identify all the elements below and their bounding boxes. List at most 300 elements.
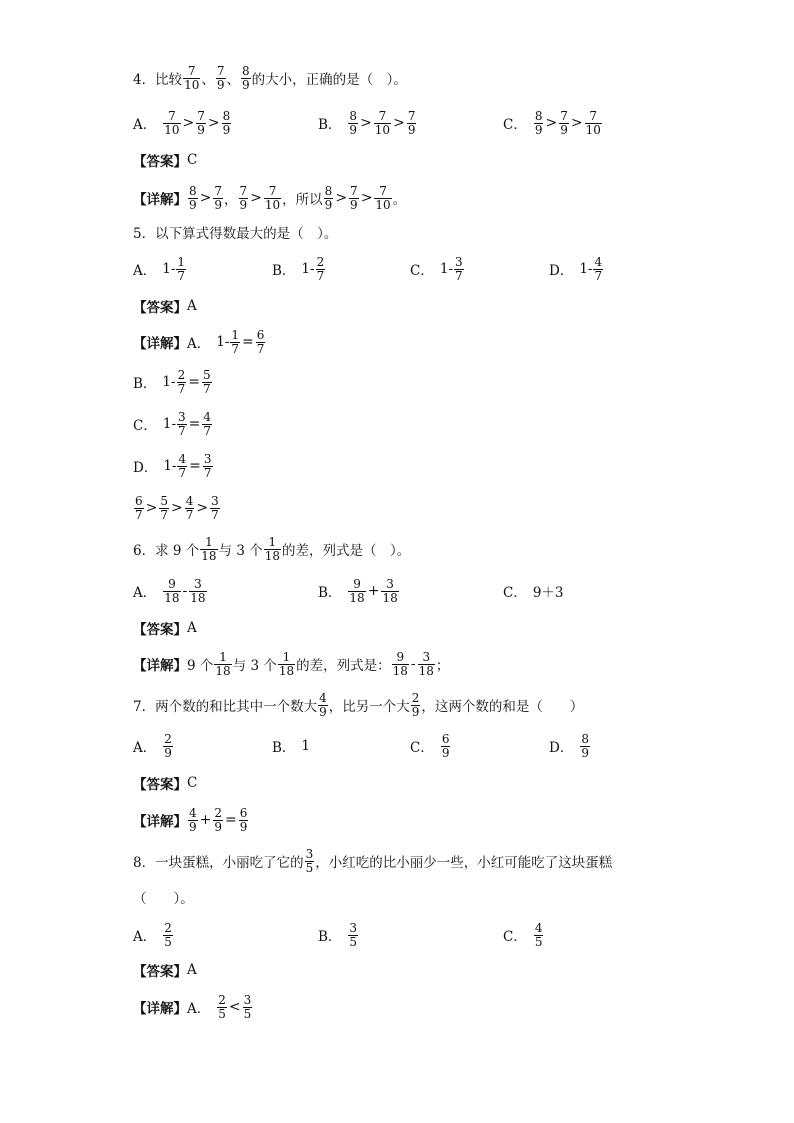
frac bbox=[213, 807, 223, 834]
frac bbox=[163, 922, 173, 949]
num: 8 bbox=[189, 183, 197, 198]
frac bbox=[217, 994, 227, 1021]
detail-pre: 9 个 bbox=[187, 658, 214, 674]
detail-mid: 与 3 个 bbox=[232, 658, 277, 674]
minus: - bbox=[171, 374, 176, 390]
den: 7 bbox=[594, 268, 603, 283]
frac bbox=[163, 110, 180, 137]
den: 18 bbox=[349, 590, 365, 605]
den: 9 bbox=[164, 745, 172, 760]
den: 18 bbox=[164, 590, 180, 605]
den: 7 bbox=[203, 423, 212, 438]
frac bbox=[159, 495, 169, 522]
den: 7 bbox=[178, 465, 187, 480]
frac bbox=[177, 411, 187, 438]
q5-compare bbox=[133, 488, 221, 528]
num: 1 bbox=[205, 534, 213, 549]
q8-stem bbox=[133, 841, 612, 881]
num: 4 bbox=[594, 254, 603, 269]
frac bbox=[163, 733, 173, 760]
den: 7 bbox=[231, 341, 240, 356]
frac bbox=[214, 651, 231, 678]
num: 7 bbox=[187, 63, 196, 78]
detail-label: 【详解】 bbox=[133, 814, 187, 830]
option-label: A． bbox=[133, 585, 157, 601]
option-text: 9＋3 bbox=[532, 585, 564, 601]
num: 7 bbox=[379, 183, 387, 198]
num: 3 bbox=[305, 846, 314, 861]
plus: + bbox=[199, 812, 212, 828]
num: 1 bbox=[282, 649, 291, 664]
den: 18 bbox=[215, 663, 231, 678]
answer-label: 【答案】 bbox=[133, 964, 187, 980]
num: 6 bbox=[441, 731, 450, 746]
frac bbox=[188, 185, 198, 212]
num: 3 bbox=[178, 409, 186, 424]
den: 7 bbox=[185, 507, 194, 522]
num: 3 bbox=[349, 920, 358, 935]
whole: 1 bbox=[216, 334, 225, 350]
option-label: A． bbox=[133, 263, 157, 279]
frac bbox=[316, 256, 326, 283]
q5-option-a bbox=[133, 249, 187, 289]
q5-detail-c bbox=[133, 404, 213, 444]
option-label: C． bbox=[410, 740, 434, 756]
so-text: ，所以 bbox=[282, 192, 323, 208]
den: 10 bbox=[375, 197, 391, 212]
num: 7 bbox=[214, 183, 223, 198]
q8-stem-line2 bbox=[133, 877, 194, 917]
whole: 1 bbox=[579, 261, 588, 277]
den: 9 bbox=[534, 122, 543, 137]
num: 3 bbox=[386, 576, 394, 591]
q8-option-c bbox=[503, 915, 544, 955]
num: 8 bbox=[349, 108, 358, 123]
den: 7 bbox=[160, 507, 169, 522]
gt: > bbox=[171, 500, 183, 516]
option-label: C． bbox=[503, 929, 527, 945]
num: 7 bbox=[378, 108, 387, 123]
den: 18 bbox=[382, 590, 398, 605]
gt: > bbox=[335, 190, 348, 206]
frac bbox=[374, 185, 391, 212]
q5-answer bbox=[133, 286, 197, 326]
num: 7 bbox=[168, 108, 176, 123]
num: 6 bbox=[239, 805, 248, 820]
den: 5 bbox=[243, 1006, 252, 1021]
frac bbox=[374, 110, 391, 137]
q7-answer bbox=[133, 763, 197, 803]
frac bbox=[189, 578, 206, 605]
den: 9 bbox=[189, 197, 197, 212]
gt: > bbox=[545, 115, 558, 131]
num: 8 bbox=[324, 183, 333, 198]
frac bbox=[318, 692, 328, 719]
num: 8 bbox=[581, 731, 589, 746]
option-label: A． bbox=[187, 336, 211, 352]
option-label: C． bbox=[133, 418, 157, 434]
den: 9 bbox=[407, 122, 416, 137]
den: 9 bbox=[189, 819, 197, 834]
q6-stem-post: 的差，列式是（ ）。 bbox=[282, 543, 411, 559]
minus: - bbox=[182, 583, 188, 599]
frac bbox=[559, 110, 569, 137]
q5-option-d bbox=[549, 249, 604, 289]
num: 6 bbox=[135, 493, 143, 508]
detail-label: 【详解】 bbox=[133, 192, 187, 208]
den: 9 bbox=[319, 704, 327, 719]
frac bbox=[441, 733, 451, 760]
q4-stem-frac2 bbox=[216, 65, 226, 92]
q6-stem bbox=[133, 529, 410, 569]
option-label: B． bbox=[272, 740, 296, 756]
num: 8 bbox=[534, 108, 543, 123]
den: 9 bbox=[560, 122, 568, 137]
den: 7 bbox=[178, 423, 186, 438]
num: 9 bbox=[396, 649, 405, 664]
den: 9 bbox=[581, 745, 589, 760]
q8-answer bbox=[133, 950, 197, 990]
num: 9 bbox=[353, 576, 361, 591]
q7-stem-pre: 7．两个数的和比其中一个数大 bbox=[133, 699, 318, 715]
frac bbox=[176, 256, 186, 283]
num: 4 bbox=[534, 920, 543, 935]
option-label: A． bbox=[133, 929, 157, 945]
q6-detail bbox=[133, 644, 449, 684]
frac bbox=[585, 110, 602, 137]
den: 9 bbox=[222, 122, 231, 137]
frac bbox=[222, 110, 232, 137]
frac bbox=[454, 256, 464, 283]
gt: > bbox=[199, 190, 212, 206]
q4-stem-frac3 bbox=[241, 65, 251, 92]
option-label: B． bbox=[318, 929, 342, 945]
den: 7 bbox=[256, 341, 265, 356]
num: 2 bbox=[218, 992, 226, 1007]
den: 10 bbox=[374, 122, 391, 137]
whole: 1 bbox=[301, 261, 311, 277]
den: 9 bbox=[197, 122, 205, 137]
gt: > bbox=[250, 190, 262, 206]
q7-stem-mid: ，比另一个大 bbox=[328, 699, 410, 715]
q7-option-b bbox=[272, 726, 310, 766]
den: 7 bbox=[135, 507, 143, 522]
den: 18 bbox=[190, 590, 206, 605]
den: 18 bbox=[201, 548, 217, 563]
frac bbox=[177, 369, 187, 396]
num: 3 bbox=[422, 649, 431, 664]
num: 7 bbox=[407, 108, 416, 123]
num: 6 bbox=[256, 327, 265, 342]
q4-number: 4． bbox=[133, 72, 156, 88]
q6-option-a bbox=[133, 571, 208, 611]
q7-option-a bbox=[133, 726, 174, 766]
option-label: B． bbox=[133, 376, 157, 392]
frac bbox=[349, 185, 359, 212]
den: 9 bbox=[239, 819, 248, 834]
frac bbox=[202, 411, 212, 438]
option-label: D． bbox=[549, 740, 574, 756]
num: 3 bbox=[203, 451, 212, 466]
gt: > bbox=[182, 115, 195, 131]
minus: - bbox=[587, 261, 593, 277]
frac bbox=[593, 256, 603, 283]
num: 4 bbox=[203, 409, 212, 424]
option-label: B． bbox=[318, 117, 342, 133]
num: 4 bbox=[178, 451, 187, 466]
q4-answer bbox=[133, 140, 197, 180]
q6-stem-mid: 与 3 个 bbox=[218, 543, 263, 559]
option-label: D． bbox=[549, 263, 574, 279]
q8-detail bbox=[133, 987, 253, 1027]
answer-value: A bbox=[187, 298, 197, 314]
q6-option-c bbox=[503, 571, 564, 611]
comma: ， bbox=[224, 192, 238, 208]
equals: = bbox=[189, 458, 201, 474]
detail-label: 【详解】 bbox=[133, 1001, 187, 1017]
den: 9 bbox=[411, 704, 420, 719]
den: 7 bbox=[455, 268, 463, 283]
whole: 1 bbox=[162, 374, 172, 390]
whole: 1 bbox=[439, 261, 449, 277]
frac bbox=[200, 536, 217, 563]
den: 5 bbox=[164, 934, 172, 949]
den: 7 bbox=[316, 268, 325, 283]
frac bbox=[305, 848, 315, 875]
num: 9 bbox=[168, 576, 176, 591]
den: 9 bbox=[242, 77, 250, 92]
frac bbox=[418, 651, 435, 678]
q7-stem-post: ，这两个数的和是（ ） bbox=[421, 699, 584, 715]
den: 9 bbox=[239, 197, 248, 212]
gt: > bbox=[360, 115, 372, 131]
num: 3 bbox=[243, 992, 252, 1007]
gt: > bbox=[393, 115, 405, 131]
den: 10 bbox=[164, 122, 180, 137]
den: 5 bbox=[218, 1006, 226, 1021]
gt: > bbox=[360, 190, 373, 206]
option-label: B． bbox=[272, 263, 296, 279]
option-label: C． bbox=[410, 263, 434, 279]
equals: = bbox=[188, 416, 201, 432]
frac bbox=[580, 733, 590, 760]
num: 2 bbox=[214, 805, 223, 820]
num: 7 bbox=[589, 108, 598, 123]
num: 2 bbox=[164, 920, 172, 935]
frac bbox=[196, 110, 206, 137]
num: 2 bbox=[177, 367, 186, 382]
frac bbox=[243, 994, 253, 1021]
whole: 1 bbox=[162, 261, 171, 277]
frac bbox=[534, 110, 544, 137]
frac bbox=[202, 369, 212, 396]
frac bbox=[264, 536, 281, 563]
whole: 1 bbox=[162, 416, 172, 432]
num: 7 bbox=[239, 183, 248, 198]
minus: - bbox=[310, 261, 315, 277]
den: 10 bbox=[264, 197, 281, 212]
answer-value: A bbox=[187, 962, 197, 978]
option-label: C． bbox=[503, 117, 527, 133]
num: 7 bbox=[560, 108, 568, 123]
num: 2 bbox=[316, 254, 325, 269]
equals: = bbox=[188, 374, 200, 390]
frac bbox=[163, 578, 180, 605]
num: 3 bbox=[194, 576, 202, 591]
den: 5 bbox=[534, 934, 543, 949]
q4-stem-post: 的大小，正确的是（ ）。 bbox=[251, 72, 407, 88]
q5-option-b bbox=[272, 249, 326, 289]
q6-answer bbox=[133, 608, 197, 648]
den: 7 bbox=[202, 381, 211, 396]
den: 9 bbox=[350, 197, 358, 212]
num: 7 bbox=[216, 63, 225, 78]
equals: = bbox=[242, 334, 254, 350]
detail-label: 【详解】 bbox=[133, 658, 187, 674]
frac bbox=[239, 807, 249, 834]
minus: - bbox=[410, 656, 416, 672]
q5-detail-d bbox=[133, 446, 214, 486]
den: 10 bbox=[184, 77, 200, 92]
answer-value: C bbox=[187, 775, 198, 791]
frac bbox=[348, 578, 365, 605]
frac bbox=[213, 185, 223, 212]
num: 1 bbox=[177, 254, 186, 269]
num: 5 bbox=[160, 493, 169, 508]
gt: > bbox=[196, 500, 209, 516]
detail-post: 的差，列式是： bbox=[296, 658, 391, 674]
den: 5 bbox=[349, 934, 358, 949]
num: 7 bbox=[350, 183, 358, 198]
num: 3 bbox=[455, 254, 463, 269]
gt: > bbox=[207, 115, 220, 131]
option-label: A． bbox=[133, 117, 157, 133]
q5-detail-a bbox=[133, 322, 266, 362]
q6-stem-pre: 6．求 9 个 bbox=[133, 543, 200, 559]
frac bbox=[324, 185, 334, 212]
sep: 、 bbox=[226, 72, 241, 88]
frac bbox=[348, 922, 358, 949]
sep: 、 bbox=[201, 72, 215, 88]
equals: = bbox=[225, 812, 237, 828]
q4-option-b bbox=[318, 103, 417, 143]
num: 3 bbox=[211, 493, 219, 508]
den: 10 bbox=[585, 122, 601, 137]
den: 9 bbox=[349, 122, 358, 137]
q7-detail bbox=[133, 800, 249, 840]
q5-stem-text: 5．以下算式得数最大的是（ ）。 bbox=[133, 226, 338, 242]
answer-label: 【答案】 bbox=[133, 622, 187, 638]
den: 18 bbox=[264, 548, 280, 563]
num: 4 bbox=[185, 493, 194, 508]
q5-stem bbox=[133, 212, 337, 252]
num: 2 bbox=[164, 731, 172, 746]
num: 2 bbox=[411, 690, 420, 705]
den: 7 bbox=[203, 465, 212, 480]
frac bbox=[203, 453, 213, 480]
q7-option-c bbox=[410, 726, 451, 766]
q8-option-a bbox=[133, 915, 174, 955]
num: 1 bbox=[219, 649, 227, 664]
gt: > bbox=[145, 500, 158, 516]
option-label: A． bbox=[187, 1001, 211, 1017]
num: 8 bbox=[222, 108, 231, 123]
answer-value: A bbox=[187, 620, 197, 636]
q8-stem2-text: （ ）。 bbox=[133, 891, 194, 907]
option-label: D． bbox=[133, 460, 158, 476]
option-label: B． bbox=[318, 585, 342, 601]
frac bbox=[239, 185, 249, 212]
den: 18 bbox=[278, 663, 295, 678]
detail-label: 【详解】 bbox=[133, 336, 187, 352]
num: 1 bbox=[268, 534, 277, 549]
frac bbox=[210, 495, 220, 522]
end: 。 bbox=[392, 192, 407, 208]
frac bbox=[177, 453, 187, 480]
minus: - bbox=[224, 334, 230, 350]
den: 5 bbox=[305, 860, 314, 875]
minus: - bbox=[171, 458, 177, 474]
q8-option-b bbox=[318, 915, 359, 955]
q4-stem bbox=[133, 58, 407, 98]
end: ； bbox=[435, 658, 450, 674]
answer-label: 【答案】 bbox=[133, 154, 187, 170]
frac bbox=[534, 922, 544, 949]
q4-stem-pre: 比较 bbox=[155, 72, 183, 88]
den: 18 bbox=[418, 663, 434, 678]
frac bbox=[188, 807, 198, 834]
answer-value: C bbox=[187, 152, 198, 168]
num: 8 bbox=[242, 63, 250, 78]
option-label: C． bbox=[503, 585, 527, 601]
q7-stem bbox=[133, 685, 583, 725]
q8-stem-post: ，小红吃的比小丽少一些，小红可能吃了这块蛋糕 bbox=[315, 855, 613, 871]
q4-option-c bbox=[503, 103, 603, 143]
num: 5 bbox=[202, 367, 211, 382]
q5-option-c bbox=[410, 249, 465, 289]
answer-label: 【答案】 bbox=[133, 777, 187, 793]
frac bbox=[411, 692, 421, 719]
frac bbox=[392, 651, 409, 678]
num: 1 bbox=[231, 327, 240, 342]
q8-stem-pre: 8．一块蛋糕，小丽吃了它的 bbox=[133, 855, 304, 871]
option-label: A． bbox=[133, 740, 157, 756]
den: 7 bbox=[211, 507, 219, 522]
frac bbox=[407, 110, 417, 137]
q4-stem-frac1 bbox=[183, 65, 200, 92]
answer-label: 【答案】 bbox=[133, 300, 187, 316]
minus: - bbox=[171, 416, 176, 432]
den: 7 bbox=[177, 381, 186, 396]
lt: < bbox=[228, 999, 241, 1015]
gt: > bbox=[570, 115, 583, 131]
frac bbox=[264, 185, 281, 212]
num: 7 bbox=[197, 108, 205, 123]
den: 9 bbox=[214, 197, 223, 212]
den: 18 bbox=[392, 663, 408, 678]
den: 9 bbox=[216, 77, 225, 92]
q4-option-a bbox=[133, 103, 232, 143]
frac bbox=[381, 578, 398, 605]
whole: 1 bbox=[163, 458, 172, 474]
num: 4 bbox=[319, 690, 327, 705]
den: 9 bbox=[214, 819, 223, 834]
den: 7 bbox=[177, 268, 186, 283]
plus: + bbox=[367, 583, 380, 599]
option-text: 1 bbox=[301, 738, 311, 754]
minus: - bbox=[170, 261, 176, 277]
q7-option-d bbox=[549, 726, 591, 766]
